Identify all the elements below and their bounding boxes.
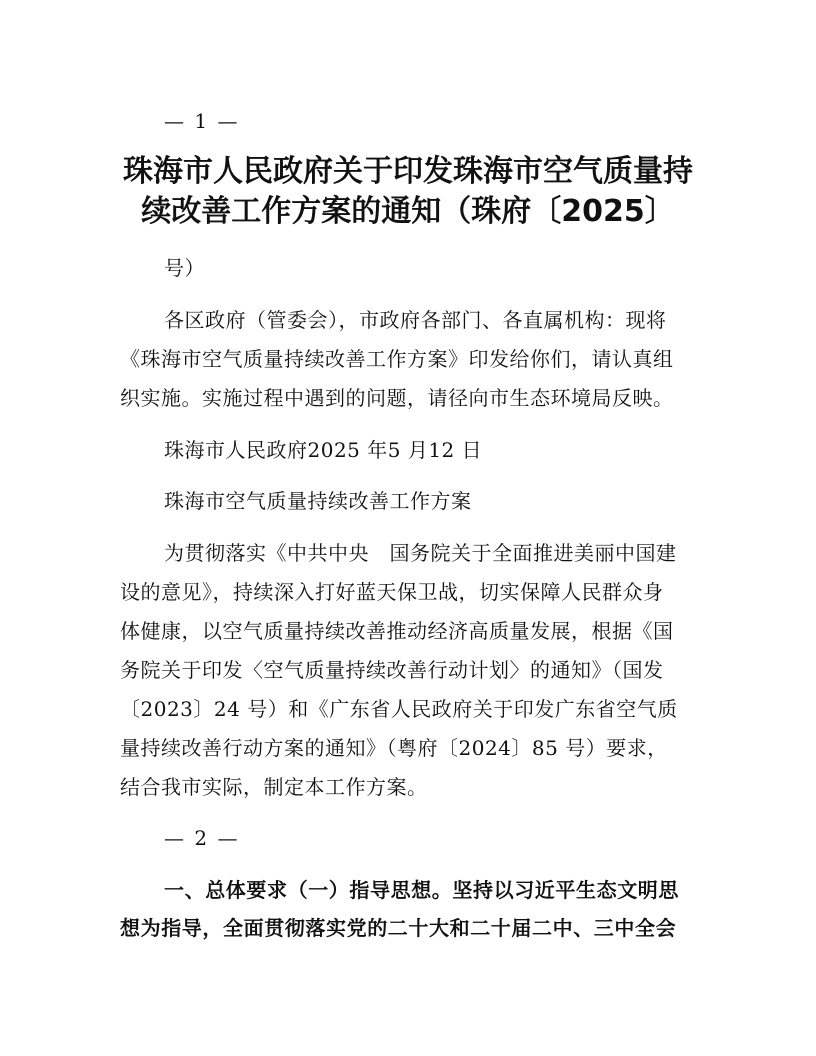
document-title-line-1: 珠海市人民政府关于印发珠海市空气质量持 (123, 154, 693, 189)
intro-line: 为贯彻落实《中共中央 国务院关于全面推进美丽中国建 (164, 541, 677, 565)
intro-line: 务院关于印发〈空气质量持续改善行动计划〉的通知》（国发 (120, 658, 664, 682)
intro-line: 体健康，以空气质量持续改善推动经济高质量发展，根据《国 (120, 619, 674, 643)
section-heading-line: 想为指导，全面贯彻落实党的二十大和二十届二中、三中全会 (120, 916, 677, 940)
plan-title: 珠海市空气质量持续改善工作方案 (164, 489, 472, 513)
signature-date: 珠海市人民政府2025 年5 月12 日 (164, 438, 483, 462)
page-number: — 2 — (164, 826, 240, 850)
notice-line: 织实施。实施过程中遇到的问题，请径向市生态环境局反映。 (120, 386, 674, 410)
intro-line: 量持续改善行动方案的通知》（粤府〔2024〕85 号）要求， (120, 736, 668, 760)
document-title-line-2: 续改善工作方案的通知（珠府〔2025〕 (141, 194, 675, 229)
notice-line: 各区政府（管委会），市政府各部门、各直属机构：现将 (164, 308, 667, 332)
page-number: — 1 — (164, 109, 240, 133)
title-continuation: 号） (164, 256, 205, 280)
intro-line: 〔2023〕24 号）和《广东省人民政府关于印发广东省空气质 (120, 697, 678, 721)
intro-line: 设的意见》，持续深入打好蓝天保卫战，切实保障人民群众身 (120, 580, 664, 604)
notice-line: 《珠海市空气质量持续改善工作方案》印发给你们，请认真组 (120, 347, 674, 371)
section-heading-line: 一、总体要求（一）指导思想。坚持以习近平生态文明思 (164, 878, 679, 902)
intro-line: 结合我市实际，制定本工作方案。 (120, 775, 428, 799)
